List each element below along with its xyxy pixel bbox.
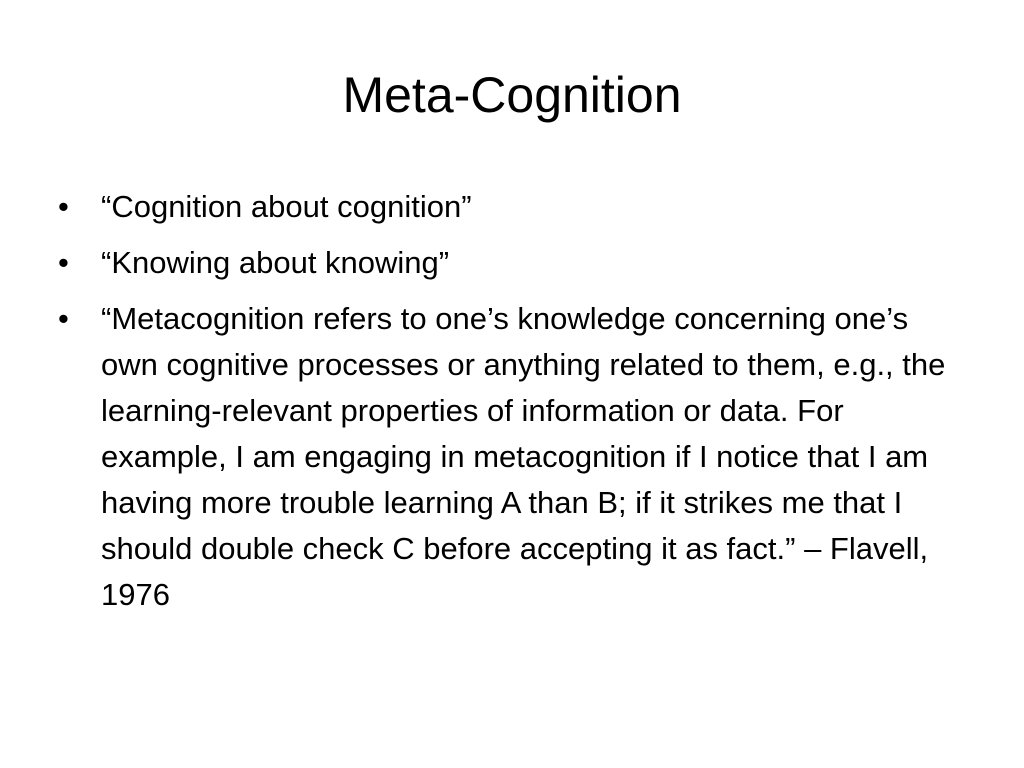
bullet-dot-icon: • bbox=[58, 189, 69, 224]
bullet-text: “Metacognition refers to one’s knowledge concerning one’s own cognitive processes or anything related to them, e.g., the learning-relevant properties of information or data. For example, I am engaging in metacognition if I notice that I am having more trouble learning A than B; if it strikes me that I should double check C before accepting it as fact.” – Flavell, 1976 bbox=[101, 301, 946, 612]
bullet-list bbox=[58, 184, 958, 628]
bullet-text: “Cognition about cognition” bbox=[101, 189, 472, 224]
bullet-text: “Knowing about knowing” bbox=[101, 245, 450, 280]
slide-title: Meta-Cognition bbox=[342, 67, 682, 123]
bullet-item bbox=[58, 184, 958, 230]
bullet-item bbox=[58, 296, 958, 618]
bullet-dot-icon: • bbox=[58, 301, 69, 336]
bullet-item bbox=[58, 240, 958, 286]
bullet-dot-icon: • bbox=[58, 245, 69, 280]
